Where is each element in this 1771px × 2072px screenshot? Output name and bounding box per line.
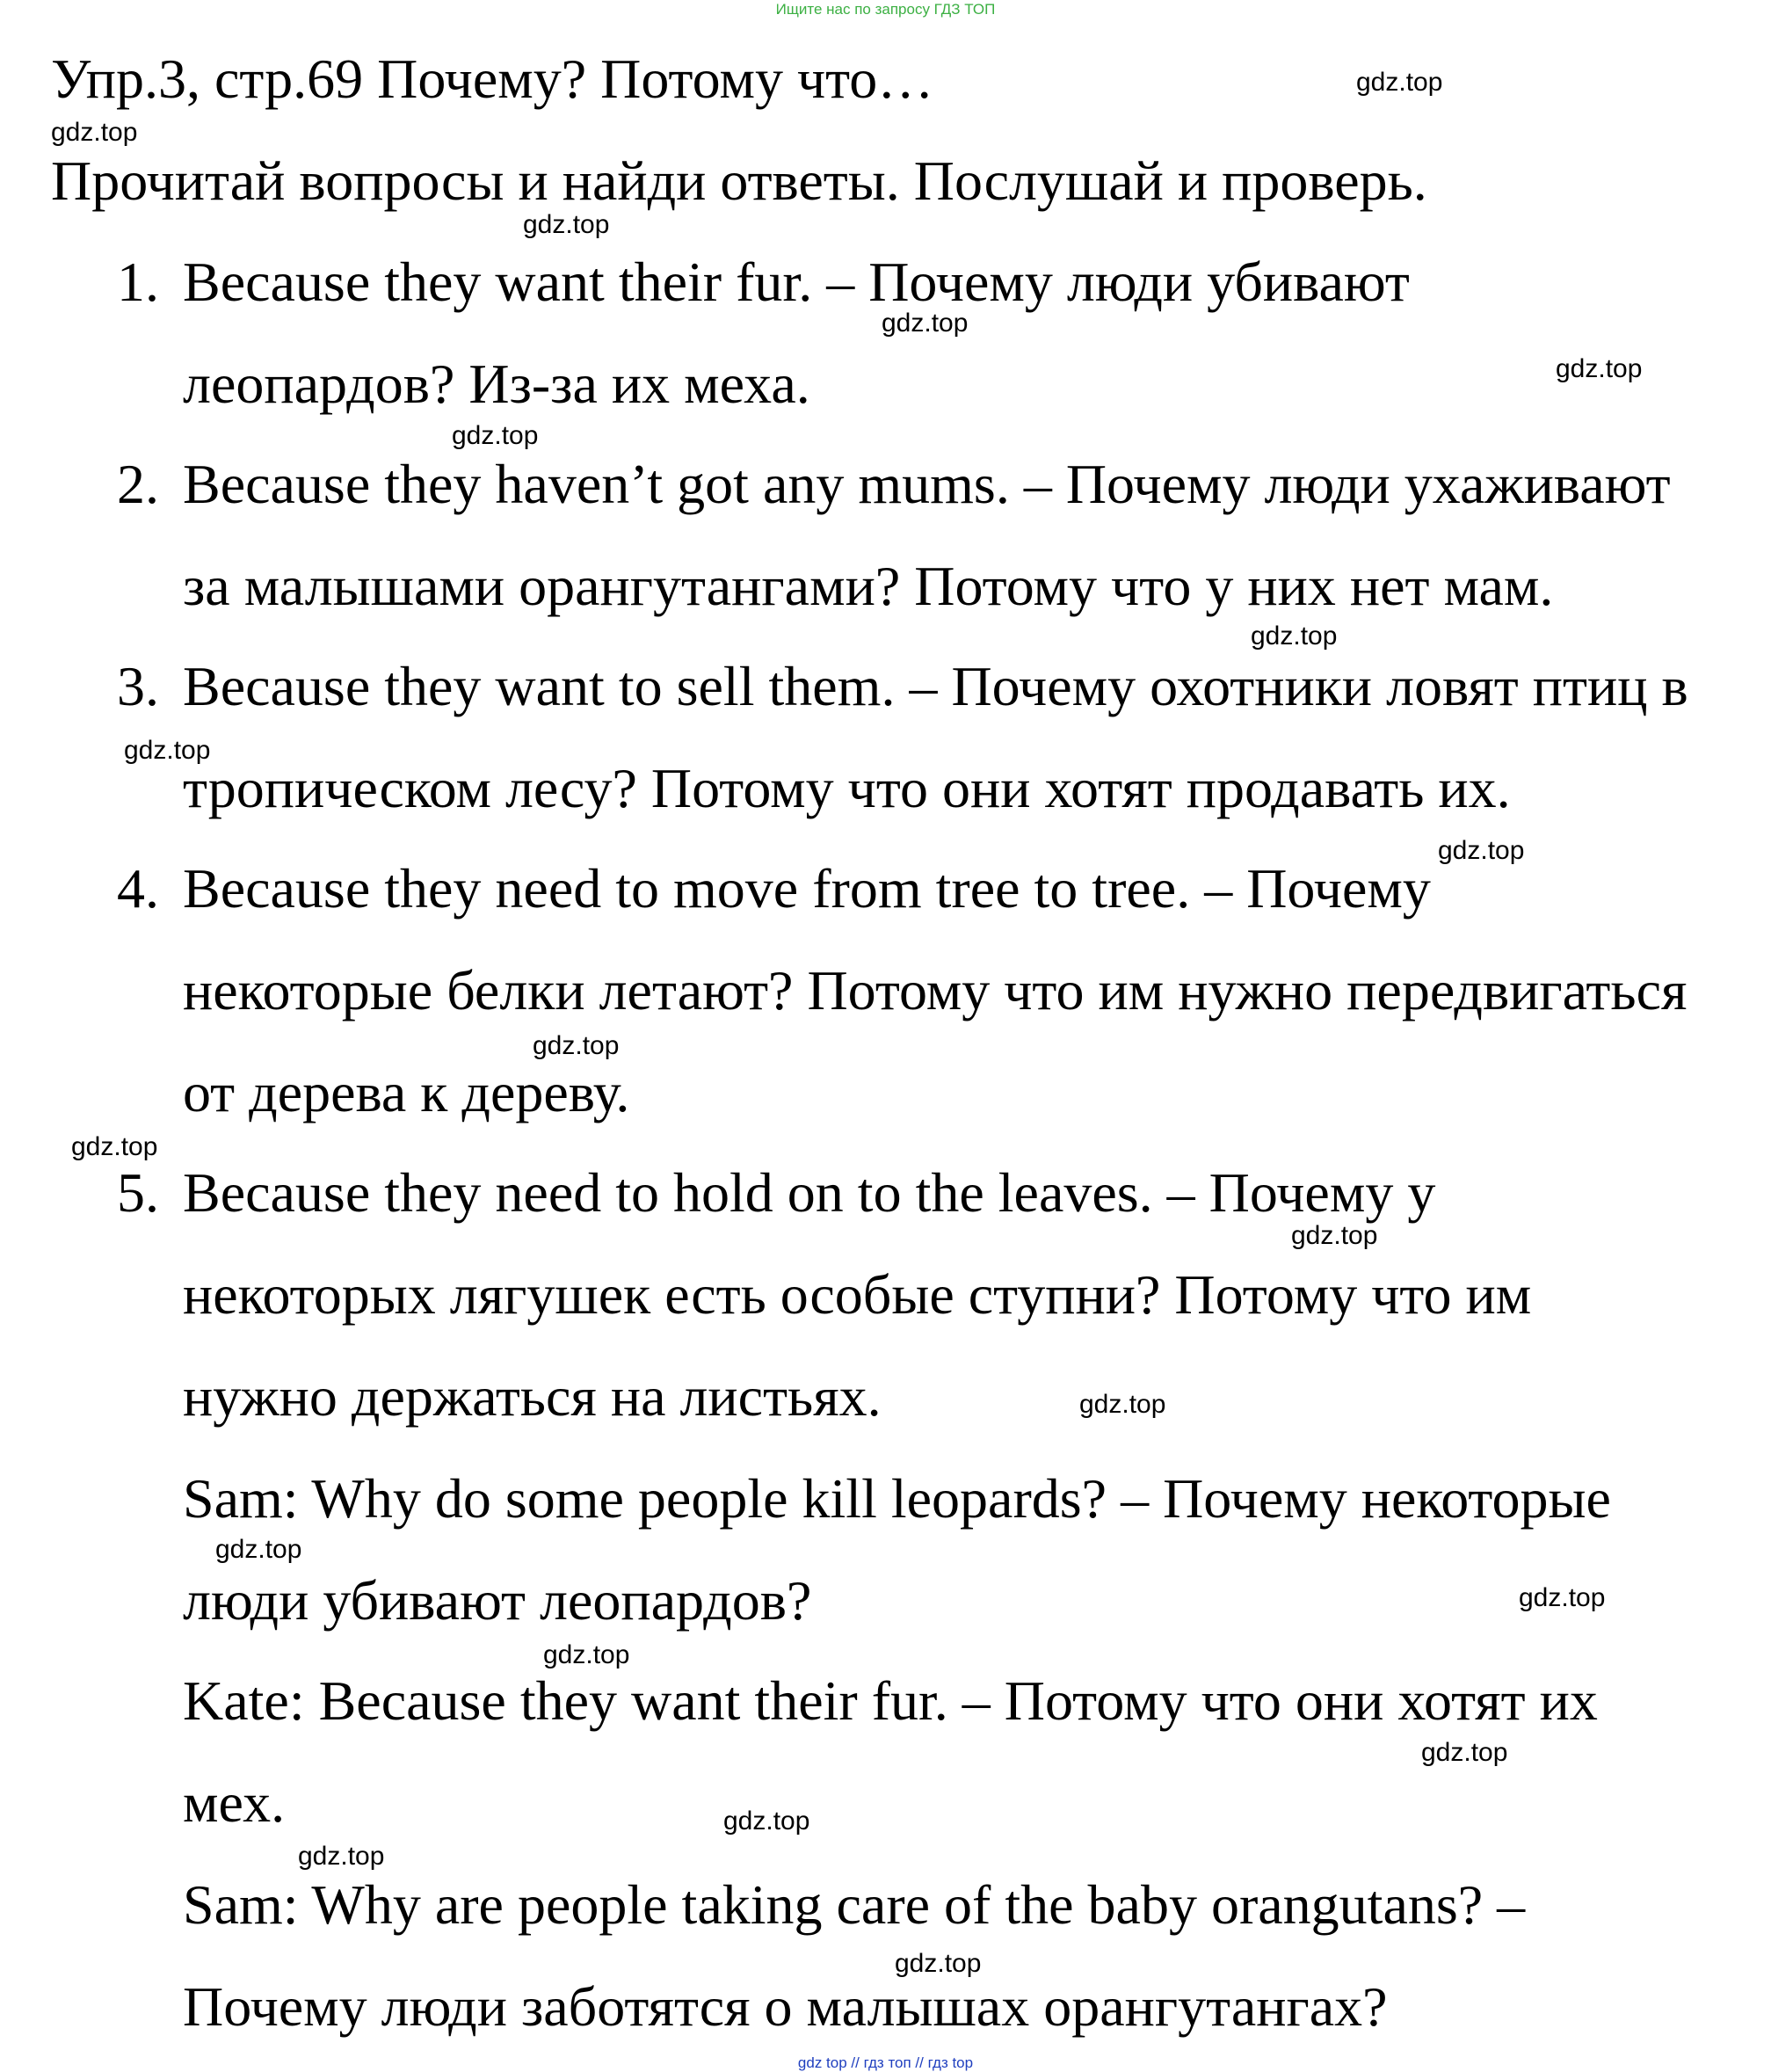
watermark: gdz.top (452, 421, 539, 450)
exercise-title: Упр.3, стр.69 Почему? Потому что… (51, 47, 934, 110)
item-line: от дерева к дереву. (183, 1061, 630, 1123)
watermark: gdz.top (1519, 1583, 1606, 1612)
watermark: gdz.top (895, 1949, 982, 1978)
dialogue-line: люди убивают леопардов? (183, 1569, 812, 1632)
instruction: Прочитай вопросы и найди ответы. Послушай и проверь. (51, 149, 1427, 212)
item-line: Because they want their fur. – Почему люди убивают (183, 251, 1410, 313)
dialogue-line: Почему люди заботятся о малышах орангутангах? (183, 1975, 1388, 2038)
watermark: gdz.top (523, 210, 610, 239)
item-line: некоторые белки летают? Потому что им нужно передвигаться (183, 959, 1688, 1021)
item-line: Because they haven’t got any mums. – Почему люди ухаживают (183, 453, 1671, 515)
watermark: gdz.top (1556, 354, 1643, 383)
watermark: gdz.top (124, 736, 211, 765)
watermark: gdz.top (723, 1807, 810, 1836)
dialogue-line: Sam: Why are people taking care of the baby orangutans? – (183, 1873, 1526, 1936)
item-line: тропическом лесу? Потому что они хотят продавать их. (183, 757, 1511, 819)
watermark: gdz.top (71, 1132, 158, 1161)
watermark: gdz.top (543, 1640, 630, 1669)
item-line: Because they need to hold on to the leaves. – Почему у (183, 1161, 1436, 1224)
item-number: 4. (117, 857, 159, 920)
watermark: gdz.top (1079, 1390, 1166, 1419)
item-line: за малышами орангутангами? Потому что у них нет мам. (183, 555, 1554, 617)
dialogue-line: мех. (183, 1771, 286, 1834)
watermark: gdz.top (882, 309, 969, 338)
watermark: gdz.top (51, 118, 138, 147)
watermark: gdz.top (1438, 836, 1525, 865)
item-line: леопардов? Из-за их меха. (183, 353, 810, 415)
watermark: gdz.top (1356, 68, 1443, 97)
item-number: 1. (117, 251, 159, 313)
watermark: gdz.top (215, 1535, 302, 1564)
dialogue-line: Kate: Because they want their fur. – Потому что они хотят их (183, 1669, 1598, 1732)
item-line: Because they want to sell them. – Почему охотники ловят птиц в (183, 655, 1688, 717)
item-number: 5. (117, 1161, 159, 1224)
item-line: Because they need to move from tree to tree. – Почему (183, 857, 1431, 920)
item-number: 2. (117, 453, 159, 515)
watermark: gdz.top (1291, 1221, 1378, 1250)
item-line: некоторых лягушек есть особые ступни? Потому что им (183, 1263, 1532, 1326)
watermark: gdz.top (298, 1842, 385, 1871)
watermark: gdz.top (1421, 1738, 1508, 1767)
item-line: нужно держаться на листьях. (183, 1365, 882, 1428)
watermark: gdz.top (533, 1031, 620, 1060)
bottom-banner: gdz top // гдз топ // гдз top (797, 2054, 974, 2071)
item-number: 3. (117, 655, 159, 717)
dialogue-line: Sam: Why do some people kill leopards? – Почему некоторые (183, 1467, 1611, 1530)
top-banner: Ищите нас по запросу ГДЗ ТОП (775, 1, 996, 18)
watermark: gdz.top (1251, 622, 1338, 651)
